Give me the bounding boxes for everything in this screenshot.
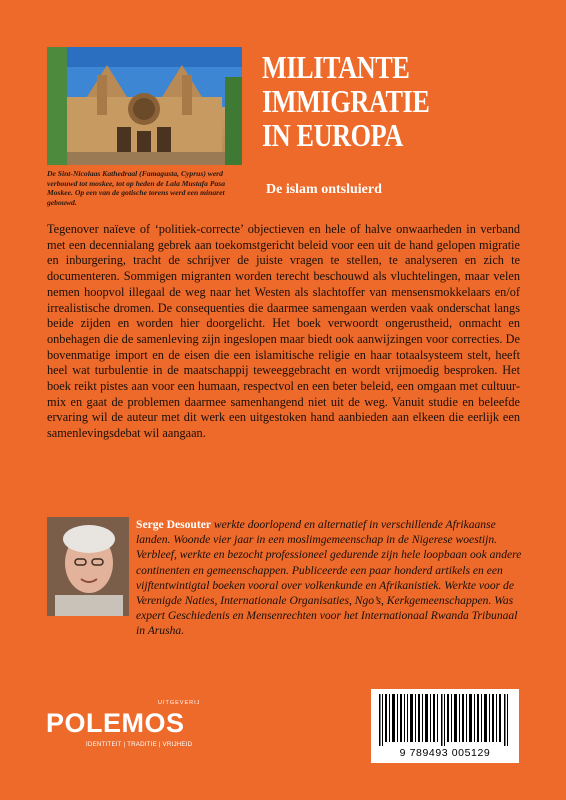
title-line-2: IMMIGRATIE bbox=[262, 83, 430, 119]
isbn-barcode bbox=[371, 689, 519, 763]
title-line-3: IN EUROPA bbox=[262, 117, 403, 153]
author-name: Serge Desouter bbox=[136, 518, 212, 531]
publisher-logo bbox=[46, 700, 226, 770]
publisher-tagline: IDENTITEIT | TRADITIE | VRIJHEID bbox=[86, 741, 193, 748]
book-subtitle: De islam ontsluierd bbox=[266, 182, 382, 197]
author-photo bbox=[47, 517, 129, 616]
author-bio bbox=[136, 517, 522, 639]
book-blurb: Tegenover naïeve of ‘politiek-correcte’ objectieven en hele of halve onwaarheden in verband met een decennialang gebrek aan toekomstgericht beleid voor een uit de hand gelopen migratie en inburgering, tracht de schrijver de juiste vragen te stellen, te analyseren en zich te documenteren. Sommigen migranten worden terecht beschouwd als vluchtelingen, maar velen nemen hoopvol illegaal de weg naar het Westen als slachtoffer van mensensmokkelaars en/of irrealistische dromen. De consequenties die daarmee samengaan werden vaak onderschat langs beide zijden en worden hier doorgelicht. Het boek verwoordt ongerustheid, onmacht en onbehagen die de samenleving zijn ingeslopen maar biedt ook aanwijzingen voor correcties. De bovenmatige import en de eisen die een islamitische religie en haar totaalsysteem stelt, heeft heel wat turbulentie in de maatschappij teweeggebracht en wordt vrijmoedig besproken. Het boek reikt pistes aan voor een humaan, respectvol en een beter beleid, een omgaan met cultuur-mix en gaat de problemen daarmee samenhangend niet uit de weg. Vanuit studie en beleefde ervaring wil de auteur met dit werk een uitgestoken hand aanbieden aan elkeen die eerlijk een samenlevingsdebat wil aangaan. bbox=[47, 222, 520, 441]
isbn-number: 9 789493 005129 bbox=[399, 747, 491, 759]
cathedral-photo bbox=[47, 47, 242, 165]
barcode-bars bbox=[377, 694, 513, 746]
photo-caption: De Sint-Nicolaas Kathedraal (Famagusta, Cyprus) werd verbouwd tot moskee, tot op heden de Lala Mustafa Pasa Moskee. Op een van de gotische torens werd een minaret gebouwd. bbox=[47, 169, 226, 207]
publisher-top-label: UITGEVERIJ bbox=[158, 700, 201, 706]
publisher-name: POLEMOS bbox=[46, 708, 185, 738]
book-title bbox=[262, 50, 429, 152]
title-line-1: MILITANTE bbox=[262, 49, 410, 85]
author-bio-text: werkte doorlopend en alternatief in verschillende Afrikaanse landen. Woonde vier jaar in een moslimgemeenschap in de Nigerese woestijn. Verbleef, werkte en bezocht professioneel gedurende zijn hele loopbaan ook andere continenten en gemeenschappen. Publiceerde een paar honderd artikels en een vijftentwintigtal boeken vooral over volkenkunde en Afrikanistiek. Werkte voor de Verenigde Naties, Internationale Organisaties, Ngo’s, Kerkgemeenschappen. Was expert Geschiedenis en Mensenrechten voor het Internationaal Rwanda Tribunaal in Arusha. bbox=[136, 518, 522, 638]
